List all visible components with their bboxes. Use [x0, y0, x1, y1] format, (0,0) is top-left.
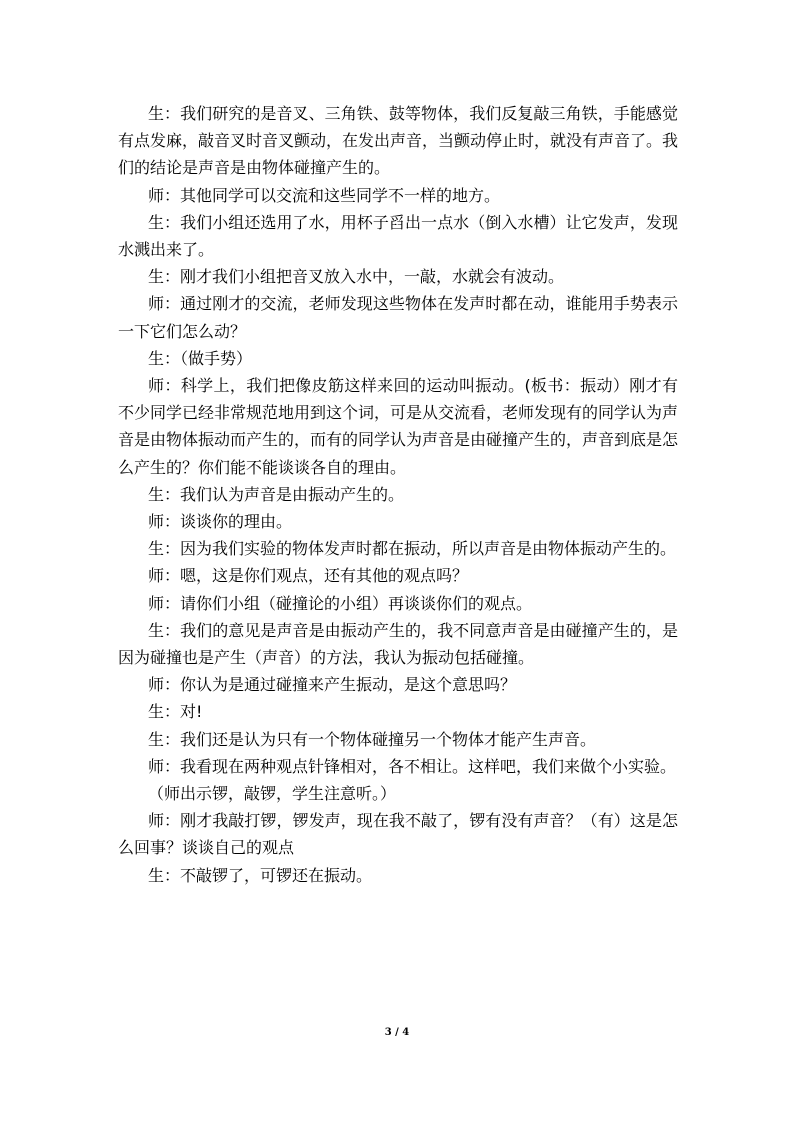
paragraph: 生：我们的意见是声音是由振动产生的，我不同意声音是由碰撞产生的，是因为碰撞也是产生（声音）的方法，我认为振动包括碰撞。	[118, 620, 678, 668]
paragraph: 师：嗯，这是你们观点，还有其他的观点吗？	[148, 566, 469, 586]
paragraph: 师：请你们小组（碰撞论的小组）再谈谈你们的观点。	[148, 593, 533, 613]
paragraph: 师：通过刚才的交流，老师发现这些物体在发声时都在动，谁能用手势表示一下它们怎么动？	[118, 294, 678, 341]
paragraph: （师出示锣，敲锣，学生注意听。）	[148, 784, 397, 804]
paragraph: 生：不敲锣了，可锣还在振动。	[148, 865, 373, 885]
paragraph: 生：我们研究的是音叉、三角铁、鼓等物体，我们反复敲三角铁，手能感觉有点发麻，敲音叉时音叉颤动，在发出声音，当颤动停止时，就没有声音了。我们的结论是声音是由物体碰撞产生的。	[118, 104, 679, 178]
paragraph: 生：因为我们实验的物体发声时都在振动，所以声音是由物体振动产生的。	[148, 539, 677, 559]
paragraph: 师：我看现在两种观点针锋相对，各不相让。这样吧，我们来做个小实验。	[148, 756, 677, 776]
paragraph: 生：刚才我们小组把音叉放入水中，一敲，水就会有波动。	[148, 267, 565, 287]
paragraph: 师：科学上，我们把像皮筋这样来回的运动叫振动。(板书：振动）刚才有不少同学已经非常规范地用到这个词，可是从交流看，老师发现有的同学认为声音是由物体振动而产生的，而有的同学认为声音是由碰撞产生的，声音到底是怎么产生的？你们能不能谈谈各自的理由。	[118, 376, 679, 477]
paragraph: 生：我们还是认为只有一个物体碰撞另一个物体才能产生声音。	[148, 729, 597, 749]
paragraph: 师：刚才我敲打锣，锣发声，现在我不敲了，锣有没有声音？（有）这是怎么回事？谈谈自己的观点	[118, 811, 678, 858]
paragraph: 师：其他同学可以交流和这些同学不一样的地方。	[148, 185, 501, 205]
document-body	[118, 100, 678, 889]
paragraph: 师：谈谈你的理由。	[148, 512, 293, 532]
paragraph: 生：（做手势）	[148, 348, 253, 368]
paragraph: 师：你认为是通过碰撞来产生振动，是这个意思吗？	[148, 675, 517, 695]
paragraph: 生：我们小组还选用了水，用杯子舀出一点水（倒入水槽）让它发声，发现水溅出来了。	[118, 212, 678, 260]
paragraph: 生：我们认为声音是由振动产生的。	[148, 484, 405, 504]
paragraph: 生：对!	[148, 702, 203, 722]
page-number: 3 / 4	[384, 1027, 410, 1038]
